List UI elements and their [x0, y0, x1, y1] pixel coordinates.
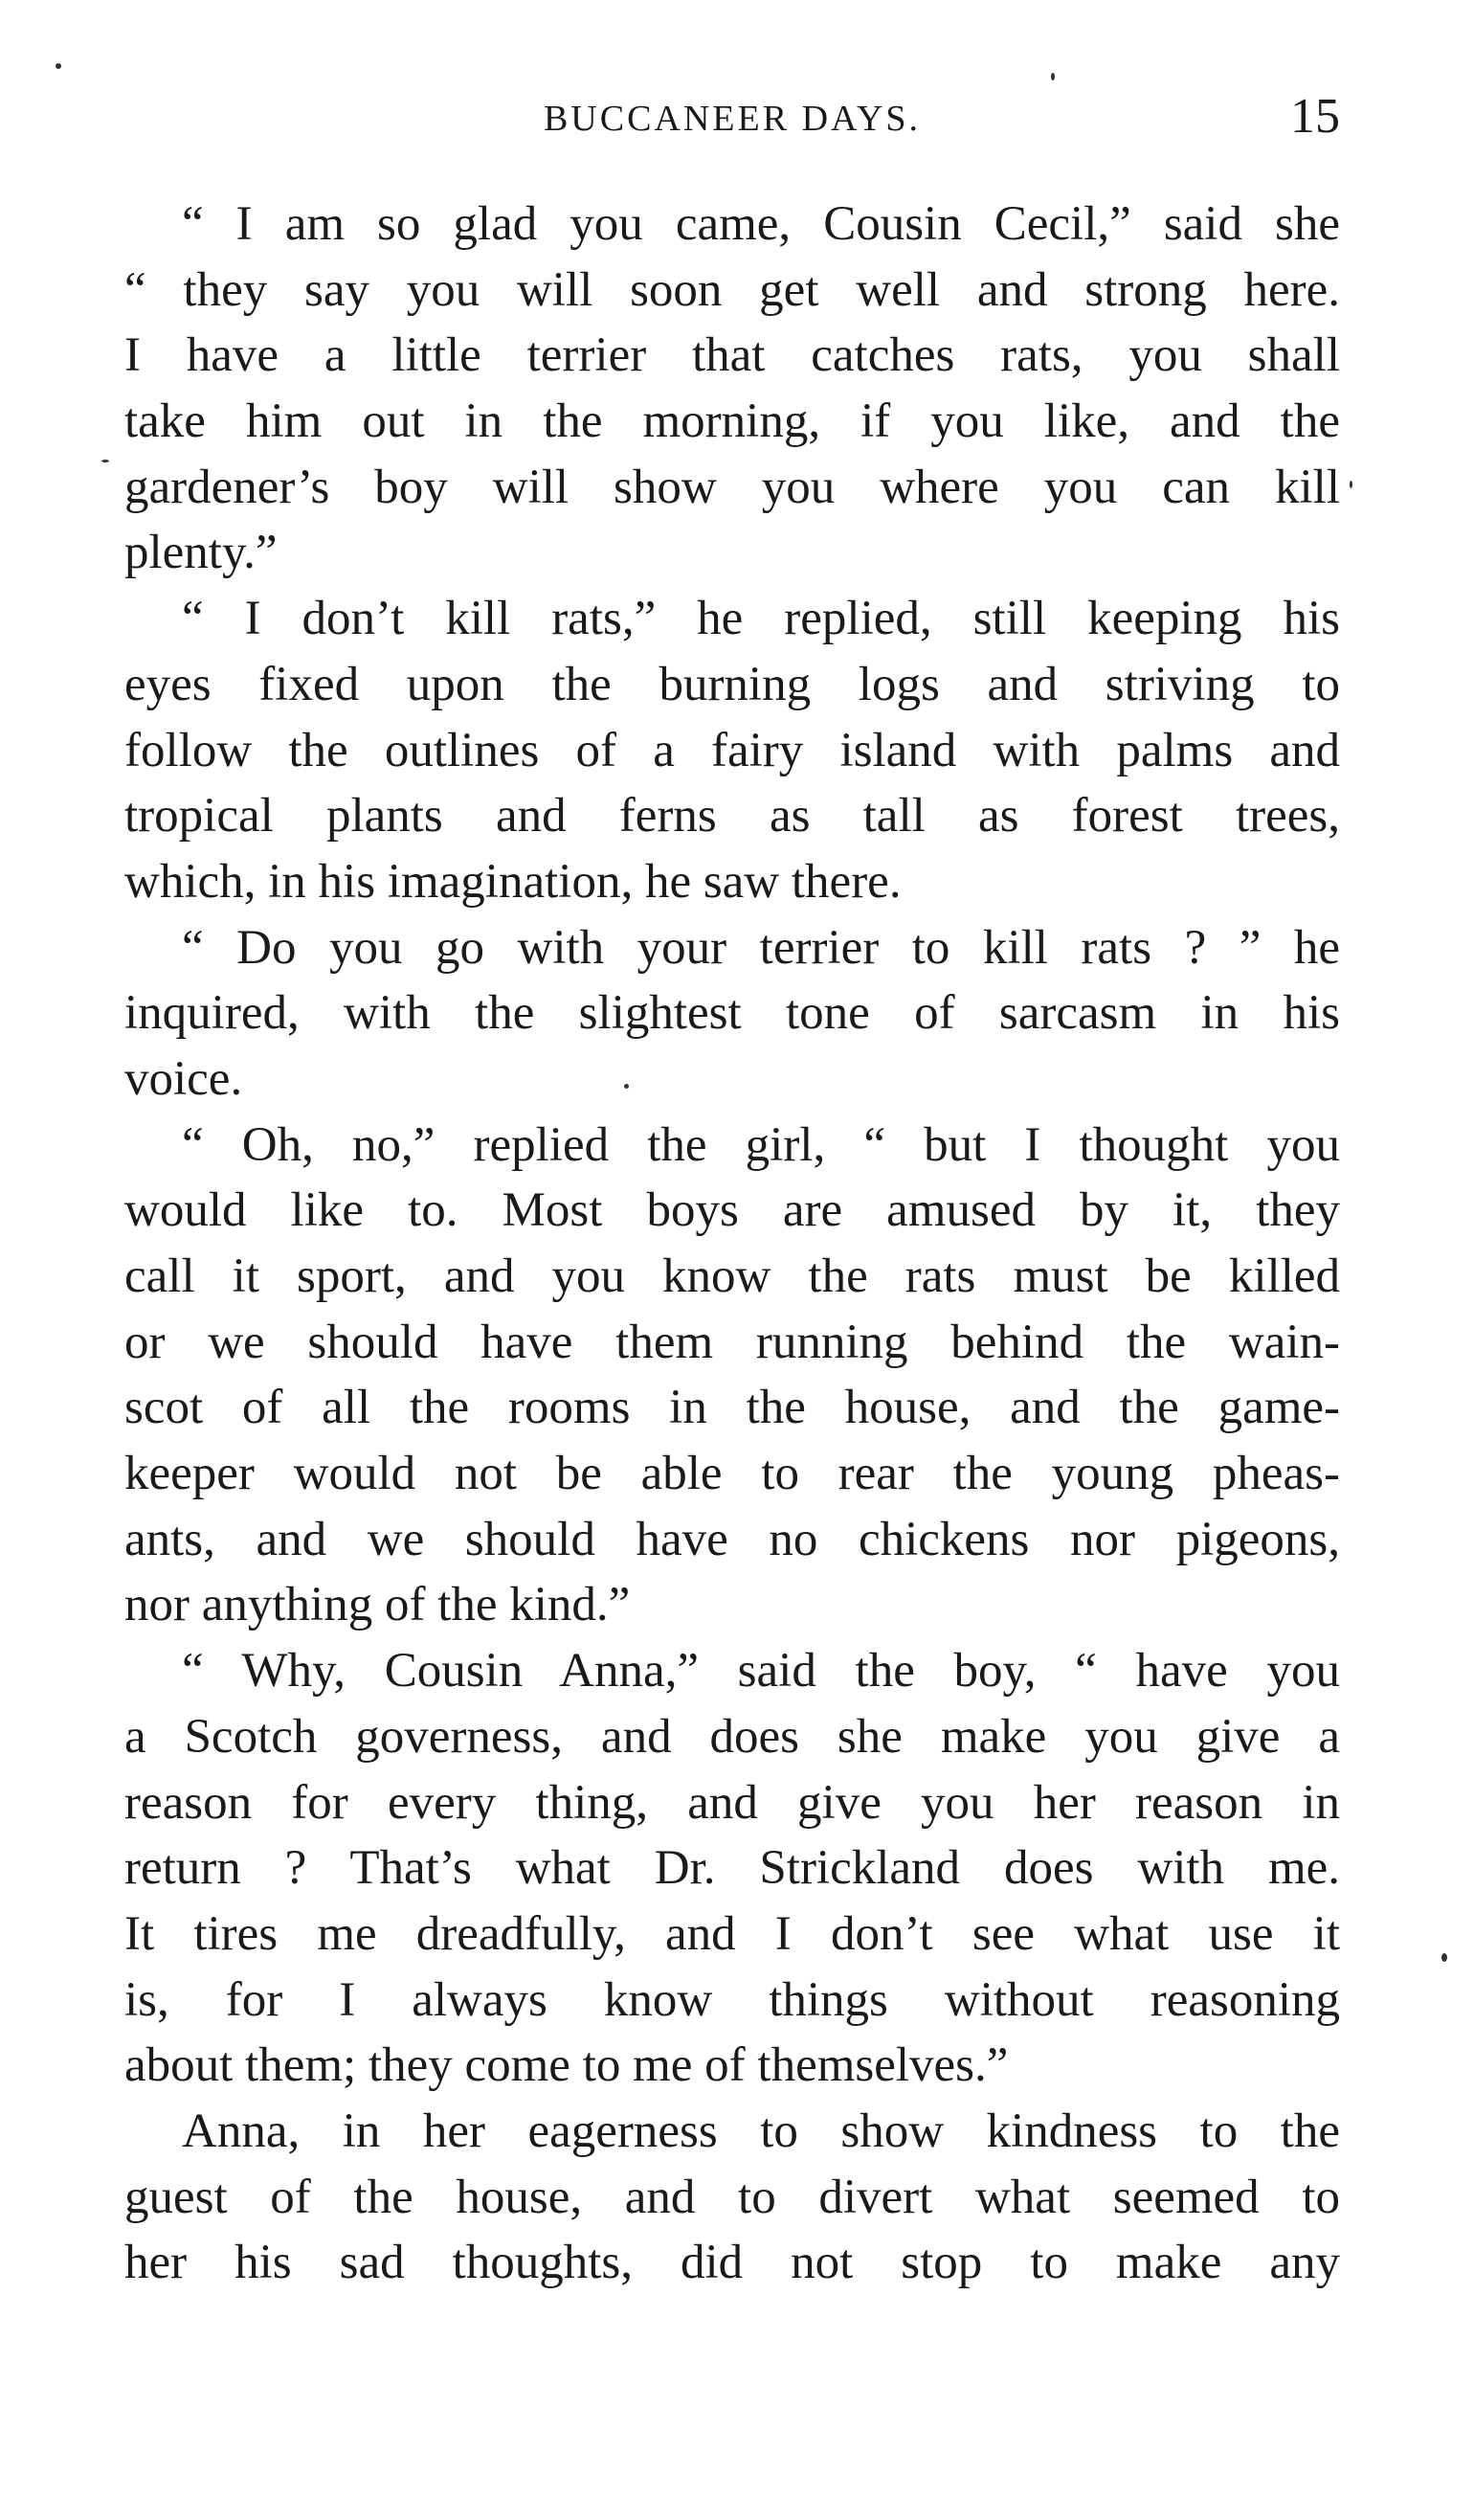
text-line: “ I don’t kill rats,” he replied, still keeping his	[182, 592, 1340, 646]
text-line: which, in his imagination, he saw there.	[124, 854, 902, 909]
print-speck	[101, 460, 109, 462]
text-line: return ? That’s what Dr. Strickland does with me.	[124, 1841, 1340, 1896]
text-line: guest of the house, and to divert what seemed to	[124, 2170, 1340, 2224]
text-line: reason for every thing, and give you her reason in	[124, 1775, 1340, 1830]
text-line: “ Why, Cousin Anna,” said the boy, “ have you	[182, 1644, 1340, 1699]
print-speck	[624, 1084, 629, 1089]
running-header	[124, 88, 1340, 155]
text-line: her his sad thoughts, did not stop to make any	[124, 2236, 1340, 2290]
text-line: would like to. Most boys are amused by it, they	[124, 1183, 1340, 1238]
text-line: take him out in the morning, if you like, and the	[124, 394, 1340, 449]
text-line: follow the outlines of a fairy island with palms and	[124, 723, 1340, 777]
text-line: nor anything of the kind.”	[124, 1578, 631, 1632]
text-line: tropical plants and ferns as tall as forest trees,	[124, 789, 1340, 844]
text-line: a Scotch governess, and does she make you give a	[124, 1709, 1340, 1764]
text-line: ants, and we should have no chickens nor pigeons,	[124, 1512, 1340, 1566]
text-line: It tires me dreadfully, and I don’t see what use it	[124, 1906, 1340, 1961]
text-line: call it sport, and you know the rats must be killed	[124, 1249, 1340, 1303]
print-speck	[56, 63, 61, 69]
text-line: gardener’s boy will show you where you can kill	[124, 460, 1340, 514]
text-line: scot of all the rooms in the house, and the game-	[124, 1381, 1340, 1435]
text-line: Anna, in her eagerness to show kindness to the	[182, 2104, 1340, 2158]
text-line: I have a little terrier that catches rats, you shall	[124, 328, 1340, 383]
page-number: 15	[1290, 89, 1340, 144]
text-line: is, for I always know things without reasoning	[124, 1972, 1340, 2027]
body-text	[124, 191, 1340, 2296]
text-line: “ Oh, no,” replied the girl, “ but I thought you	[182, 1117, 1340, 1172]
text-line: voice.	[124, 1051, 243, 1106]
text-line: about them; they come to me of themselves.”	[124, 2038, 1009, 2093]
print-speck	[1051, 73, 1055, 80]
text-line: eyes fixed upon the burning logs and striving to	[124, 657, 1340, 711]
text-line: plenty.”	[124, 526, 278, 580]
text-line: inquired, with the slightest tone of sarcasm in his	[124, 986, 1340, 1041]
print-speck	[1441, 1953, 1447, 1962]
text-line: “ I am so glad you came, Cousin Cecil,” said she	[182, 197, 1340, 251]
running-title: BUCCANEER DAYS.	[543, 99, 922, 139]
print-speck	[1350, 481, 1352, 488]
text-line: or we should have them running behind the wain-	[124, 1315, 1340, 1369]
text-line: “ Do you go with your terrier to kill rats ? ” he	[182, 920, 1340, 975]
text-line: “ they say you will soon get well and strong here.	[124, 262, 1340, 317]
text-line: keeper would not be able to rear the young pheas-	[124, 1447, 1340, 1501]
